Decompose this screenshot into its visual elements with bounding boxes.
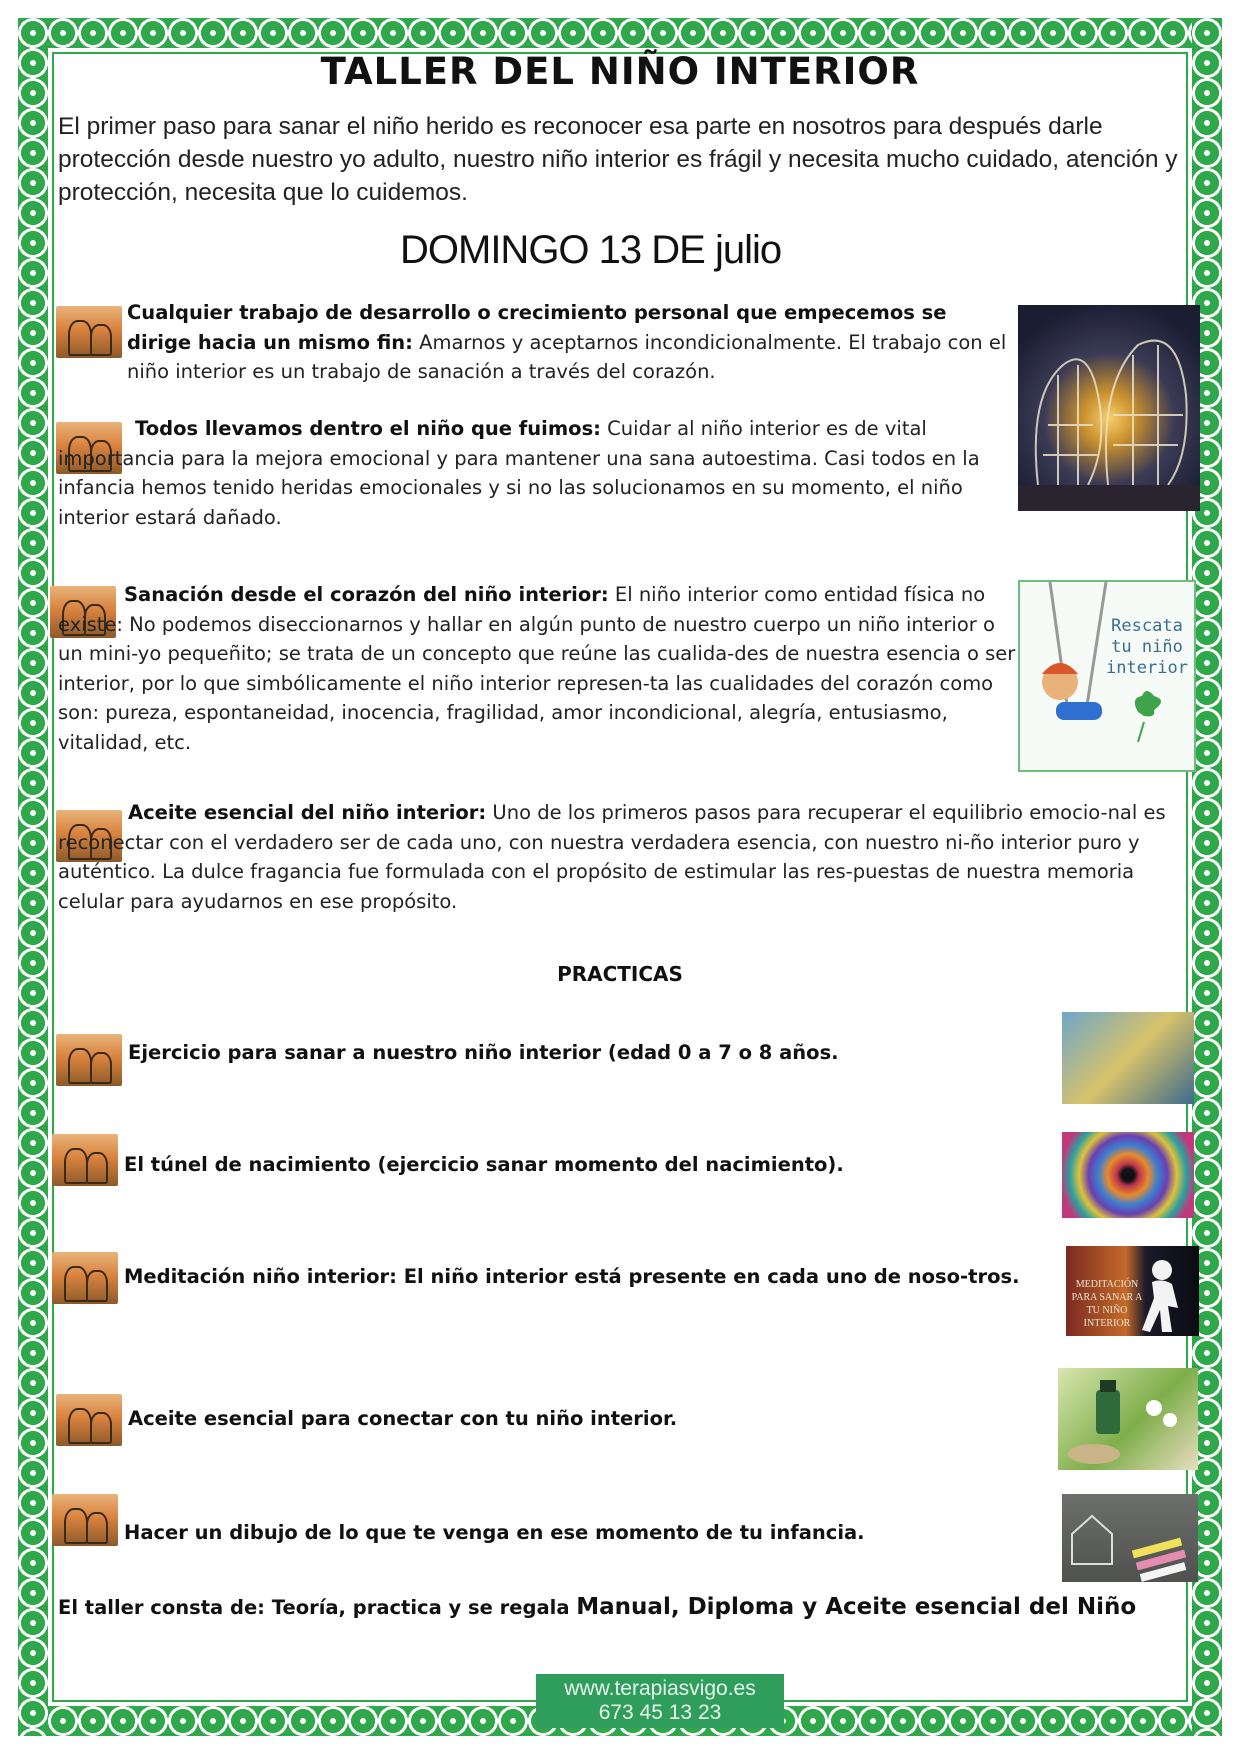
section-heading: Todos llevamos dentro el niño que fuimos: (135, 417, 601, 440)
rescata-image (1018, 580, 1196, 772)
rescata-caption: Rescata tu niño interior (1106, 616, 1188, 678)
sculpture-thumbnail (56, 1034, 122, 1086)
meditation-image (1066, 1246, 1199, 1336)
chalk-drawing-image (1062, 1494, 1198, 1582)
contact-website[interactable]: www.terapiasvigo.es (564, 1677, 756, 1700)
practice-item: Meditación niño interior: El niño interior está presente en cada uno de noso-tros. (124, 1265, 1020, 1288)
section-paragraph (58, 798, 1183, 916)
contact-box (536, 1674, 784, 1728)
sculpture-thumbnail (52, 1252, 118, 1304)
page-title: TALLER DEL NIÑO INTERIOR (320, 50, 920, 93)
sculpture-thumbnail (52, 1494, 118, 1546)
section-paragraph (127, 298, 1007, 387)
workshop-includes-text (58, 1594, 1198, 1620)
border-left (18, 18, 48, 1736)
practice-item: Ejercicio para sanar a nuestro niño interior (edad 0 a 7 o 8 años. (128, 1041, 839, 1064)
practice-item: El túnel de nacimiento (ejercicio sanar momento del nacimiento). (124, 1153, 844, 1176)
essential-oil-image (1058, 1368, 1198, 1470)
footer-text-small: El taller consta de: Teoría, practica y se regala (58, 1596, 577, 1619)
section-paragraph (58, 580, 1016, 757)
section-body: Amarnos y aceptarnos incondicionalmente. El trabajo con el niño interior es un trabajo de sanación a través del corazón. (127, 330, 1007, 383)
child-illustration-image (1062, 1012, 1194, 1104)
footer-text-emphasis: Manual, Diploma y Aceite esencial del Niño (576, 1594, 1137, 1620)
practice-item: Aceite esencial para conectar con tu niño interior. (128, 1407, 678, 1430)
event-date: DOMINGO 13 DE julio (400, 228, 782, 272)
practice-item: Hacer un dibujo de lo que te venga en ese momento de tu infancia. (124, 1521, 865, 1544)
section-body: El niño interior como entidad física no existe: No podemos diseccionarnos y hallar en algún punto de nuestro cuerpo un niño interior o un mini-yo pequeñito; se trata de un concepto que reúne las cualida-des de nuestra esencia o ser interior, por lo que simbólicamente el niño interior represen-ta las cualidades del corazón como son: pureza, espontaneidad, inocencia, fragilidad, amor incondicional, alegría, entusiasmo, vitalidad, etc. (58, 583, 1016, 754)
border-right (1192, 18, 1222, 1736)
section-heading: Aceite esencial del niño interior: (128, 801, 487, 824)
section-paragraph (58, 414, 1010, 532)
section-body: Cuidar al niño interior es de vital importancia para la mejora emocional y para mantener una sana autoestima. Casi todos en la infancia hemos tenido heridas emocionales y si no las solucionamos en su momento, el niño interior estará dañado. (58, 417, 980, 529)
meditation-image-caption: MEDITACIÓN PARA SANAR A TU NIÑO INTERIOR (1071, 1279, 1143, 1329)
tunnel-image (1062, 1132, 1194, 1218)
intro-paragraph: El primer paso para sanar el niño herido es reconocer esa parte en nosotros para después darle protección desde nuestro yo adulto, nuestro niño interior es frágil y necesita mucho cuidado, atención y protección, necesita que lo cuidemos. (58, 113, 1178, 206)
contact-phone[interactable]: 673 45 13 23 (598, 1701, 722, 1724)
section-heading: Cualquier trabajo de desarrollo o crecimiento personal que empecemos se dirige hacia un mismo fin: (127, 301, 947, 354)
sculpture-thumbnail (56, 1394, 122, 1446)
border-top (18, 18, 1222, 48)
section-body: Uno de los primeros pasos para recuperar el equilibrio emocio-nal es reconectar con el verdadero ser de cada uno, con nuestra verdadera esencia, con nuestro ni-ño interior puro y auténtico. La dulce fragancia fue formulada con el propósito de estimular las res-puestas de nuestra memoria celular para ayudarnos en ese propósito. (58, 801, 1166, 913)
sculpture-thumbnail (52, 1134, 118, 1186)
section-heading: Sanación desde el corazón del niño interior: (124, 583, 609, 606)
sculpture-photo (1018, 305, 1200, 511)
sculpture-thumbnail (56, 306, 122, 358)
practicas-heading: PRACTICAS (557, 962, 683, 986)
